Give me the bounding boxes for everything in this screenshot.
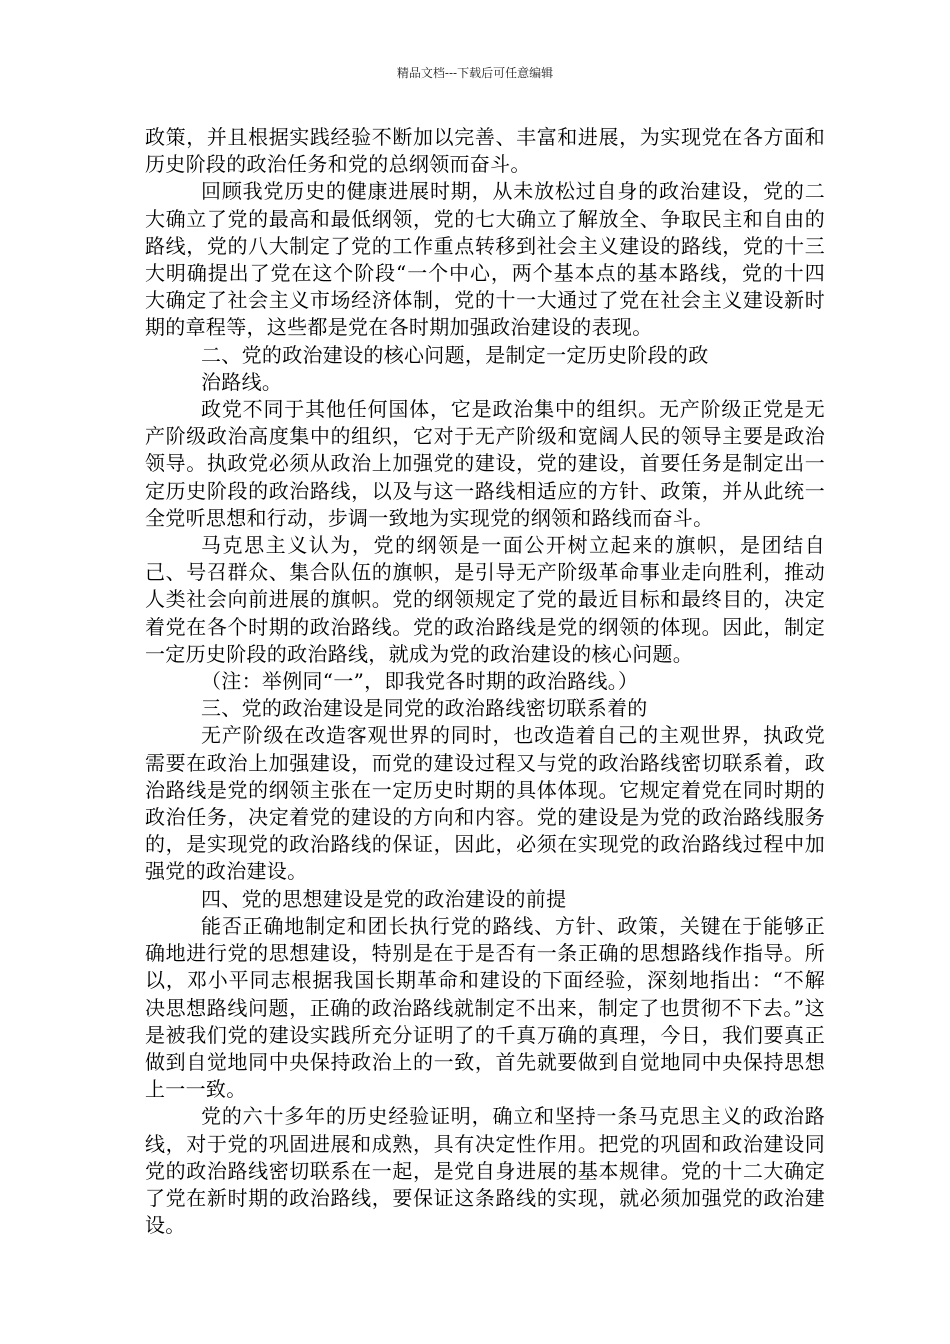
section-heading-2: 二、党的政治建设的核心问题，是制定一定历史阶段的政: [201, 342, 709, 367]
section-heading-2-continued: 治路线。: [201, 369, 283, 394]
paragraph-continued: 政策，并且根据实践经验不断加以完善、丰富和进展，为实现党在各方面和历史阶段的政治任务和党的总纲领而奋斗。: [145, 125, 825, 177]
paragraph-proletariat: 无产阶级在改造客观世界的同时，也改造着自己的主观世界，执政党需要在政治上加强建设，而党的建设过程又与党的政治路线密切联系着，政治路线是党的纲领主张在一定历史时期的具体体现。它规定着党在同时期的政治任务，决定着党的建设的方向和内容。党的建设是为党的政治路线服务的，是实现党的政治路线的保证，因此，必须在实现党的政治路线过程中加强党的政治建设。: [145, 723, 825, 884]
paragraph-marxism: 马克思主义认为，党的纲领是一面公开树立起来的旗帜，是团结自己、号召群众、集合队伍的旗帜，是引导无产阶级革命事业走向胜利，推动人类社会向前进展的旗帜。党的纲领规定了党的最近目标和最终目的，决定着党在各个时期的政治路线。党的政治路线是党的纲领的体现。因此，制定一定历史阶段的政治路线，就成为党的政治建设的核心问题。: [145, 533, 825, 666]
paragraph-history: 回顾我党历史的健康进展时期，从未放松过自身的政治建设，党的二大确立了党的最高和最低纲领，党的七大确立了解放全、争取民主和自由的路线，党的八大制定了党的工作重点转移到社会主义建设的路线，党的十三大明确提出了党在这个阶段“一个中心，两个基本点的基本路线，党的十四大确定了社会主义市场经济体制，党的十一大通过了党在社会主义建设新时期的章程等，这些都是党在各时期加强政治建设的表现。: [145, 179, 825, 340]
section-heading-3: 三、党的政治建设是同党的政治路线密切联系着的: [201, 696, 648, 721]
paragraph-party-nature: 政党不同于其他任何国体，它是政治集中的组织。无产阶级正党是无产阶级政治高度集中的组织，它对于无产阶级和宽阔人民的领导主要是政治领导。执政党必须从政治上加强党的建设，党的建设，首要任务是制定出一定历史阶段的政治路线，以及与这一路线相适应的方针、政策，并从此统一全党听思想和行动，步调一致地为实现党的纲领和路线而奋斗。: [145, 397, 825, 530]
paragraph-ideology: 能否正确地制定和团长执行党的路线、方针、政策，关键在于能够正确地进行党的思想建设，特别是在于是否有一条正确的思想路线作指导。所以，邓小平同志根据我国长期革命和建设的下面经验，深刻地指出：“不解决思想路线问题，正确的政治路线就制定不出来，制定了也贯彻不下去。”这是被我们党的建设实践所充分证明了的千真万确的真理，今日，我们要真正做到自觉地同中央保持政治上的一致，首先就要做到自觉地同中央保持思想上一一致。: [145, 913, 825, 1102]
section-heading-4: 四、党的思想建设是党的政治建设的前提: [201, 886, 567, 911]
note-text: （注：举例同“一”，即我党各时期的政治路线。）: [201, 669, 639, 694]
page-header: 精品文档---下载后可任意编辑: [396, 66, 554, 80]
paragraph-experience: 党的六十多年的历史经验证明，确立和坚持一条马克思主义的政治路线，对于党的巩固进展和成熟，具有决定性作用。把党的巩固和政治建设同党的政治路线密切联系在一起，是党自身进展的基本规律。党的十二大确定了党在新时期的政治路线，要保证这条路线的实现，就必须加强党的政治建设。: [145, 1104, 825, 1238]
document-body: [145, 124, 825, 1239]
